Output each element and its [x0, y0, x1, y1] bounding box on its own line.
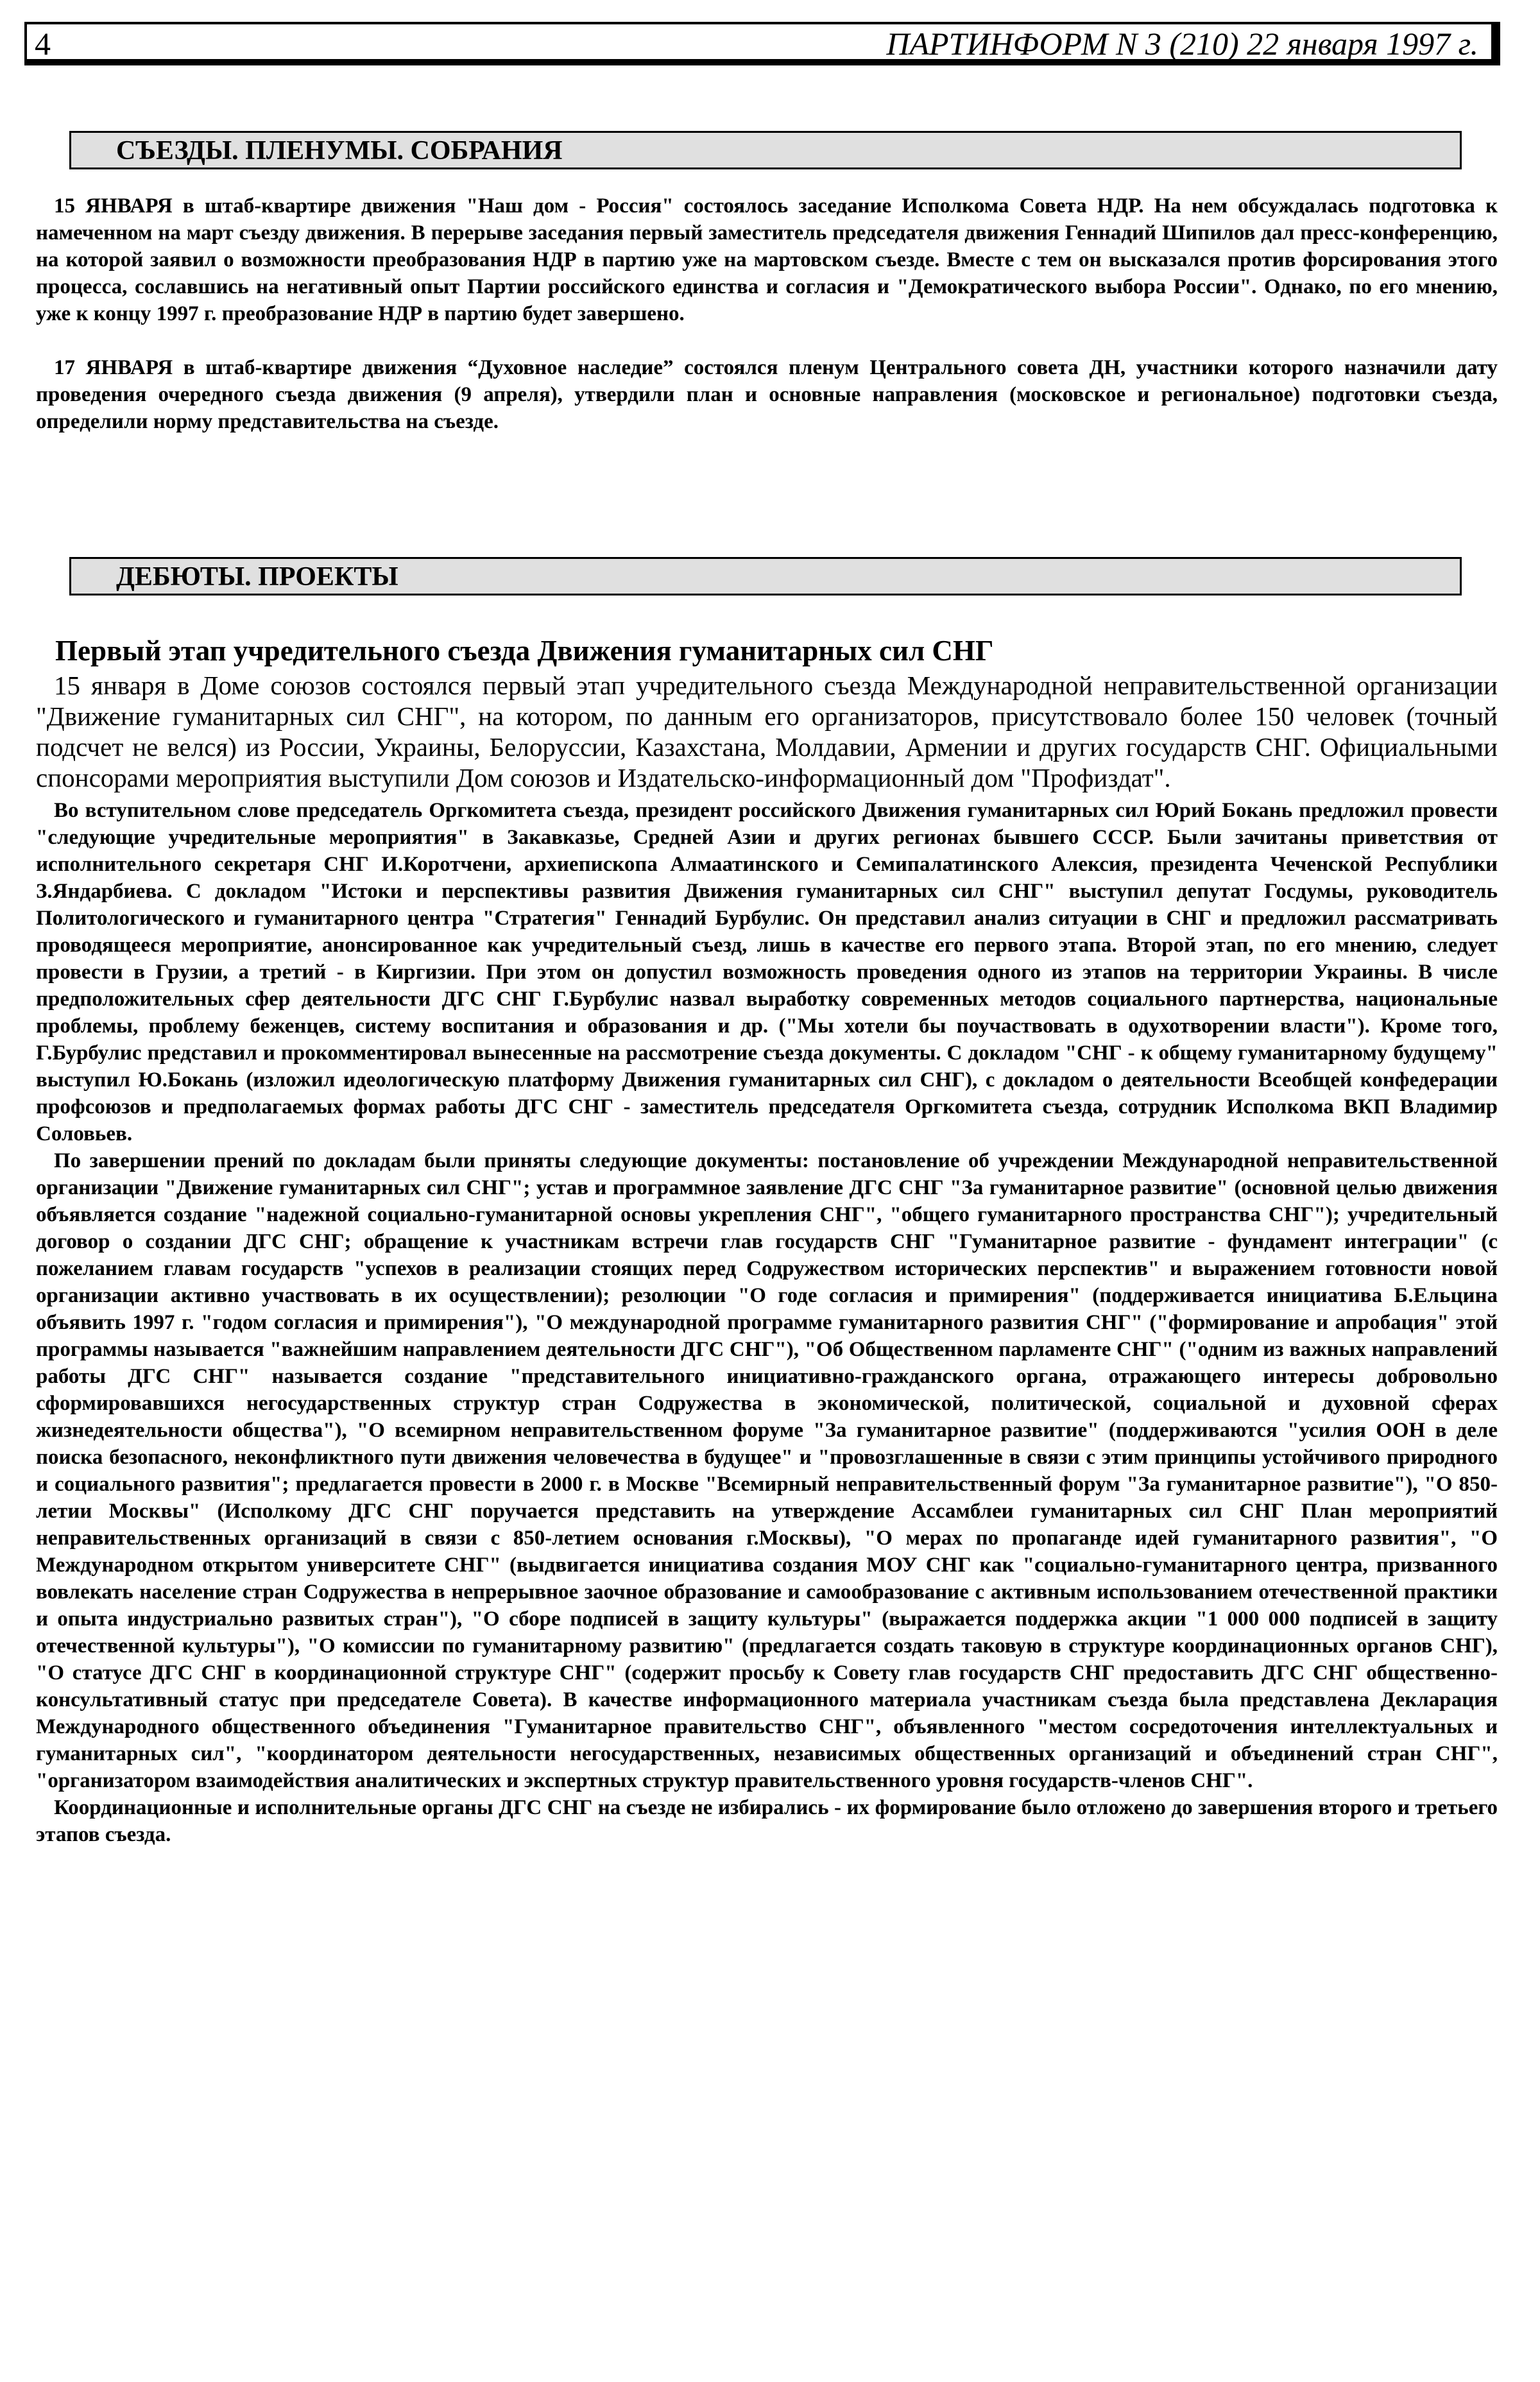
congresses-news — [36, 193, 1498, 435]
article-body — [36, 797, 1498, 1848]
body-paragraph: По завершении прений по докладам были приняты следующие документы: постановление об учреждении Международной неправительственной организации "Движение гуманитарных сил СНГ"; устав и программное заявление ДГС СНГ "За гуманитарное развитие" (основной целью движения объявляется создание "надежной социально-гуманитарной основы укрепления СНГ", "общего гуманитарного пространства СНГ"); учредительный договор о создании ДГС СНГ; обращение к участникам встречи глав государств СНГ "Гуманитарное развитие - фундамент интеграции" (с пожеланием главам государств "успехов в реализации стоящих перед Содружеством исторических перспектив" и выражением готовности новой организации активно участвовать в их осуществлении); резолюции "О годе согласия и примирения" (поддерживается инициатива Б.Ельцина объявить 1997 г. "годом согласия и примирения"), "О международной программе гуманитарного развития СНГ" ("формирование и апробация" этой программы называется "важнейшим направлением деятельности ДГС СНГ"), "Об Общественном парламенте СНГ" ("одним из важных направлений работы ДГС СНГ" называется создание "представительного инициативно-гражданского органа, отражающего интересы добровольно сформировавшихся негосударственных структур стран Содружества в экономической, политической, социальной и духовной сферах жизнедеятельности общества"), "О всемирном неправительственном форуме "За гуманитарное развитие" (поддерживаются "усилия ООН в деле поиска безопасного, неконфликтного пути движения человечества в будущее" и "провозглашенные в связи с этим принципы устойчивого природного и социального развития"; предлагается провести в 2000 г. в Москве "Всемирный неправительственный форум "За гуманитарное развитие"), "О 850-летии Москвы" (Исполкому ДГС СНГ поручается представить на утверждение Ассамблеи гуманитарных сил СНГ План мероприятий неправительственных организаций в связи с 850-летием основания г.Москвы), "О мерах по пропаганде идей гуманитарного развития", "О Международном открытом университете СНГ" (выдвигается инициатива создания МОУ СНГ как "социально-гуманитарного центра, призванного вовлекать население стран Содружества в непрерывное заочное образование и самообразование с активным использованием отечественной практики и опыта индустриально развитых стран"), "О сборе подписей в защиту культуры" (выражается поддержка акции "1 000 000 подписей в защиту отечественной культуры"), "О комиссии по гуманитарному развитию" (предлагается создать таковую в структуре координационных органов СНГ), "О статусе ДГС СНГ в координационной структуре СНГ" (содержит просьбу к Совету глав государств СНГ предоставить ДГС СНГ общественно-консультативный статус при председателе Совета). В качестве информационного материала участникам съезда была представлена Декларация Международного общественного объединения "Гуманитарное правительство СНГ", объявленного "местом сосредоточения интеллектуальных и гуманитарных сил", "координатором деятельности негосударственных, независимых общественных организаций и объединений стран СНГ", "организатором взаимодействия аналитических и экспертных структур правительственного уровня государств-членов СНГ". — [36, 1149, 1498, 1792]
section-title-congresses: СЪЕЗДЫ. ПЛЕНУМЫ. СОБРАНИЯ — [69, 131, 1462, 169]
news-item: 17 ЯНВАРЯ в штаб-квартире движения “Духовное наследие” состоялся пленум Центрального совета ДН, участники которого назначили дату проведения очередного съезда движения (9 апреля), утвердили план и основные направления (московское и региональное) подготовки съезда, определили норму представительства на съезде. — [36, 356, 1498, 433]
article-title: Первый этап учредительного съезда Движения гуманитарных сил СНГ — [55, 635, 994, 667]
section-title-debuts: ДЕБЮТЫ. ПРОЕКТЫ — [69, 557, 1462, 596]
body-paragraph: Координационные и исполнительные органы ДГС СНГ на съезде не избирались - их формирование было отложено до завершения второго и третьего этапов съезда. — [36, 1796, 1498, 1846]
issue-info: ПАРТИНФОРМ N 3 (210) 22 января 1997 г. — [886, 26, 1478, 62]
page-number: 4 — [35, 26, 51, 62]
page-header — [24, 22, 1500, 65]
body-paragraph: Во вступительном слове председатель Оргкомитета съезда, президент российского Движения гуманитарных сил Юрий Бокань предложил провести "следующие учредительные мероприятия" в Закавказье, Средней Азии и других регионах бывшего СССР. Были зачитаны приветствия от исполнительного секретаря СНГ И.Коротчени, архиепископа Алмаатинского и Семипалатинского Алексия, президента Чеченской Республики З.Яндарбиева. С докладом "Истоки и перспективы развития Движения гуманитарных сил СНГ" выступил депутат Госдумы, руководитель Политологического и гуманитарного центра "Стратегия" Геннадий Бурбулис. Он представил анализ ситуации в СНГ и предложил рассматривать проводящееся мероприятие, анонсированное как учредительный съезд, лишь в качестве его первого этапа. Второй этап, по его мнению, следует провести в Грузии, а третий - в Киргизии. При этом он допустил возможность проведения одного из этапов на территории Украины. В числе предположительных сфер деятельности ДГС СНГ Г.Бурбулис назвал выработку современных методов социального партнерства, национальные проблемы, проблему беженцев, систему воспитания и образования и др. ("Мы хотели бы поучаствовать в одухотворении власти"). Кроме того, Г.Бурбулис представил и прокомментировал вынесенные на рассмотрение съезда документы. С докладом "СНГ - к общему гуманитарному будущему" выступил Ю.Бокань (изложил идеологическую платформу Движения гуманитарных сил СНГ), с докладом о деятельности Всеобщей конфедерации профсоюзов и предполагаемых формах работы ДГС СНГ - заместитель председателя Оргкомитета съезда, сотрудник Исполкома ВКП Владимир Соловьев. — [36, 799, 1498, 1145]
lead-paragraph: 15 января в Доме союзов состоялся первый этап учредительного съезда Международной неправительственной организации "Движение гуманитарных сил СНГ", на котором, по данным его организаторов, присутствовало более 150 человек (точный подсчет не велся) из России, Украины, Белоруссии, Казахстана, Молдавии, Армении и других государств СНГ. Официальными спонсорами мероприятия выступили Дом союзов и Издательско-информационный дом "Профиздат". — [36, 671, 1498, 793]
news-item: 15 ЯНВАРЯ в штаб-квартире движения "Наш дом - Россия" состоялось заседание Исполкома Совета НДР. На нем обсуждалась подготовка к намеченном на март съезду движения. В перерыве заседания первый заместитель председателя движения Геннадий Шипилов дал пресс-конференцию, на которой заявил о возможности преобразования НДР в партию уже на мартовском съезде. Вместе с тем он высказался против форсирования этого процесса, сославшись на негативный опыт Партии российского единства и согласия и "Демократического выбора России". Однако, по его мнению, уже к концу 1997 г. преобразование НДР в партию будет завершено. — [36, 194, 1498, 325]
article-lead — [36, 670, 1498, 793]
